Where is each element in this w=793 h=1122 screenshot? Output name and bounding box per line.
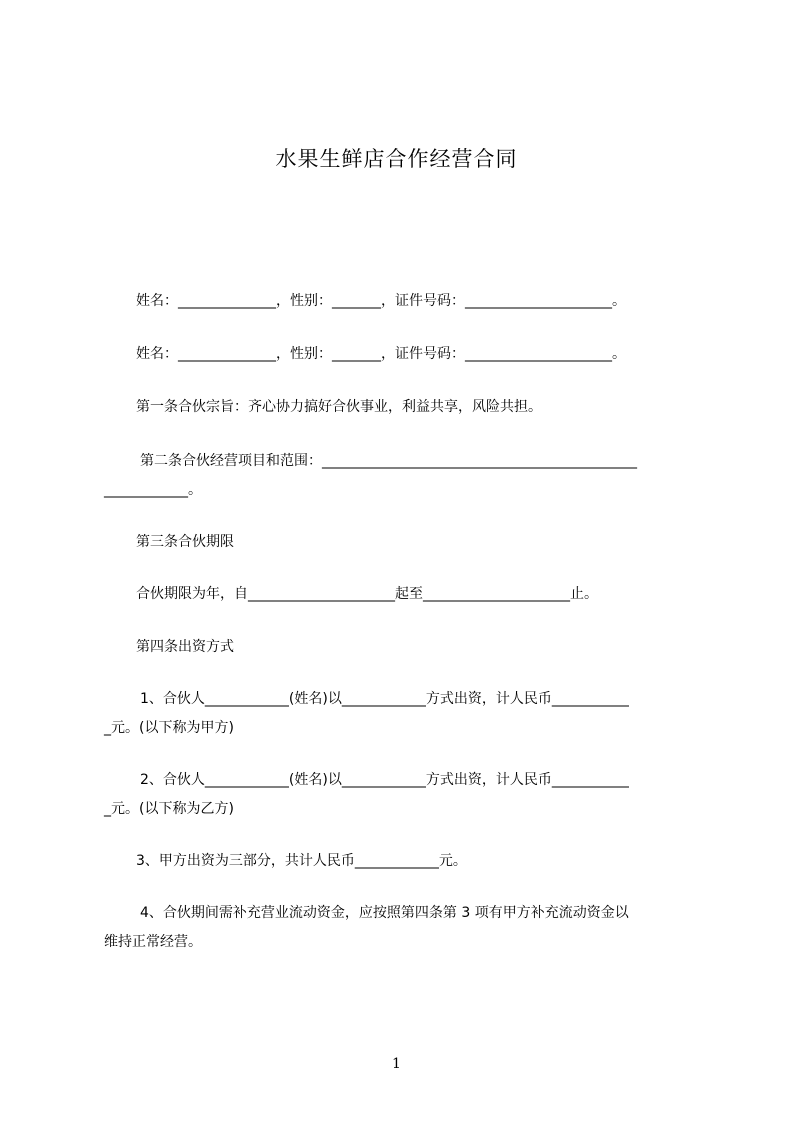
article-4-heading: 第四条出资方式 xyxy=(136,639,234,655)
contribution-item-1-continuation: _元。(以下称为甲方) xyxy=(104,720,234,736)
party-info-line-2: 姓名：______________，性别：_______，证件号码：_____________________。 xyxy=(136,346,626,362)
article-2-continuation: ____________。 xyxy=(104,482,202,498)
article-1-text: 第一条合伙宗旨：齐心协力搞好合伙事业，利益共享，风险共担。 xyxy=(136,399,542,415)
contribution-item-2: 2、合伙人____________(姓名)以____________方式出资，计人民币___________ xyxy=(140,772,629,788)
page-number: 1 xyxy=(392,1056,401,1072)
contribution-item-4-continuation: 维持正常经营。 xyxy=(104,934,202,950)
contribution-item-1: 1、合伙人____________(姓名)以____________方式出资，计人民币___________ xyxy=(140,691,629,707)
contribution-item-4: 4、合伙期间需补充营业流动资金，应按照第四条第 3 项有甲方补充流动资金以 xyxy=(140,905,629,921)
partnership-term-text: 合伙期限为年，自_____________________起至_____________________止。 xyxy=(136,586,598,602)
document-title: 水果生鲜店合作经营合同 xyxy=(275,147,518,171)
party-info-line-1: 姓名：______________，性别：_______，证件号码：_____________________。 xyxy=(136,293,626,309)
article-3-heading: 第三条合伙期限 xyxy=(136,534,234,550)
contribution-item-2-continuation: _元。(以下称为乙方) xyxy=(104,801,234,817)
contribution-item-3: 3、甲方出资为三部分，共计人民币____________元。 xyxy=(136,853,467,869)
article-2-text: 第二条合伙经营项目和范围：_____________________________________________ xyxy=(140,453,637,469)
